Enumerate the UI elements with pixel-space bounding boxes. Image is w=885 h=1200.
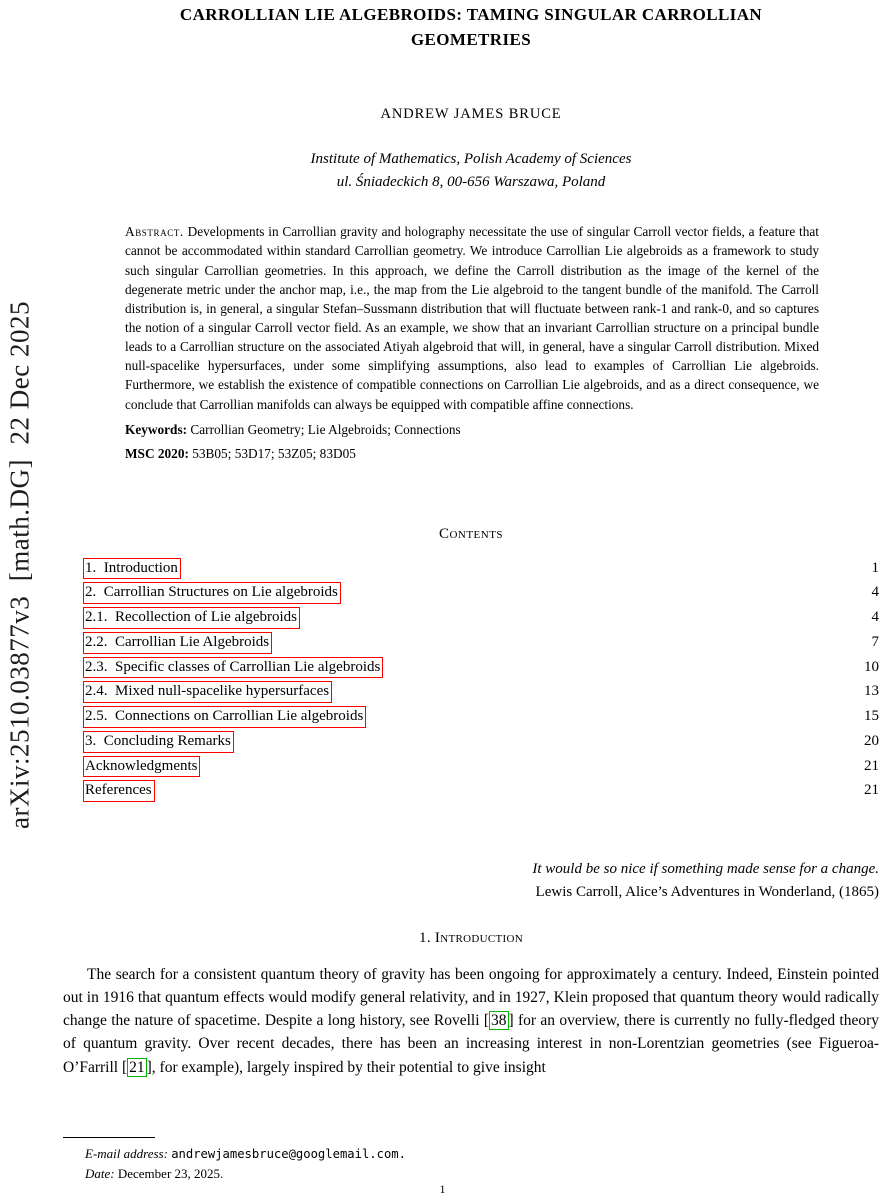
footnote-date-line bbox=[63, 1164, 406, 1184]
toc-row bbox=[83, 632, 879, 654]
arxiv-watermark: arXiv:2510.03877v3 [math.DG] 22 Dec 2025 bbox=[4, 301, 35, 829]
epigraph bbox=[63, 858, 879, 903]
toc-link-connections[interactable]: 2.5. Connections on Carrollian Lie algebroids bbox=[83, 706, 366, 728]
toc-row bbox=[83, 582, 879, 604]
keywords-label: Keywords: bbox=[125, 421, 188, 437]
toc-link-mixed-hypersurfaces[interactable]: 2.4. Mixed null-spacelike hypersurfaces bbox=[83, 681, 332, 703]
toc-link-references[interactable]: References bbox=[83, 780, 155, 802]
toc-link-carrollian-structures[interactable]: 2. Carrollian Structures on Lie algebroids bbox=[83, 582, 341, 604]
intro-text-part2: ] for an overview, there is currently no fully-fledged theory of quantum gravity. Over recent decades, there has been an increasing interest in non-Lorentzian geometries (see Figueroa-O’Farrill [ bbox=[63, 1012, 879, 1076]
citation-38[interactable]: 38 bbox=[491, 1012, 507, 1030]
toc-page-number: 4 bbox=[871, 609, 879, 626]
toc-link-recollection-lie-algebroids[interactable]: 2.1. Recollection of Lie algebroids bbox=[83, 607, 300, 629]
footnote bbox=[63, 1137, 406, 1184]
paper-title bbox=[63, 3, 879, 52]
toc-row bbox=[83, 756, 879, 778]
toc-row bbox=[83, 780, 879, 802]
affiliation-line1: Institute of Mathematics, Polish Academy of Sciences bbox=[310, 151, 632, 168]
toc-row bbox=[83, 558, 879, 580]
email-label: E-mail address: bbox=[85, 1145, 168, 1161]
toc-page-number: 15 bbox=[864, 708, 879, 725]
toc-link-concluding-remarks[interactable]: 3. Concluding Remarks bbox=[83, 731, 234, 753]
toc-row bbox=[83, 681, 879, 703]
keywords-value: Carrollian Geometry; Lie Algebroids; Connections bbox=[190, 421, 461, 437]
msc-line bbox=[125, 446, 819, 462]
intro-text-part1: The search for a consistent quantum theory of gravity has been ongoing for approximately a century. Indeed, Einstein pointed out in 1916 that quantum effects would modify general relativity, and in 1927, Klein proposed that quantum theory would radically change the nature of spacetime. Despite a long history, see Rovelli [ bbox=[63, 966, 879, 1030]
toc-page-number: 7 bbox=[871, 633, 879, 650]
toc-page-number: 1 bbox=[871, 559, 879, 576]
epigraph-attribution: Lewis Carroll, Alice’s Adventures in Wonderland, (1865) bbox=[535, 883, 879, 900]
toc-page-number: 4 bbox=[871, 584, 879, 601]
toc-link-carrollian-lie-algebroids[interactable]: 2.2. Carrollian Lie Algebroids bbox=[83, 632, 272, 654]
abstract-text: Developments in Carrollian gravity and holography necessitate the use of singular Carroll vector fields, a feature that cannot be accommodated within standard Carrollian geometry. We introduce Carrollian Lie algebroids as a framework to study such singular Carrollian geometries. In this approach, we define the Carroll distribution as the image of the kernel of the degenerate metric under the anchor map, i.e., the map from the Lie algebroid to the tangent bundle of the manifold. The Carroll distribution is, in general, a singular Stefan–Sussmann distribution that will fluctuate between rank-1 and rank-0, and so captures the notion of a singular Carroll vector field. As an example, we show that an invariant Carrollian structure on a principal bundle leads to a Carrollian structure on the associated Atiyah algebroid that will, in general, have a singular Carroll distribution. Mixed null-spacelike hypersurfaces, under some simplifying assumptions, also lead to examples of Carrollian Lie algebroids. Furthermore, we establish the existence of compatible connections on Carrollian Lie algebroids, and as a direct consequence, we conclude that Carrollian manifolds can always be equipped with compatible affine connections. bbox=[125, 224, 819, 412]
toc-page-number: 20 bbox=[864, 732, 879, 749]
toc-row bbox=[83, 607, 879, 629]
intro-paragraph bbox=[63, 963, 879, 1078]
footnote-email-line bbox=[63, 1144, 406, 1164]
toc-page-number: 13 bbox=[864, 683, 879, 700]
email-address: andrewjamesbruce@googlemail.com. bbox=[171, 1146, 406, 1161]
toc-row bbox=[83, 657, 879, 679]
abstract-paragraph bbox=[125, 222, 819, 413]
date-label: Date: bbox=[85, 1165, 115, 1181]
table-of-contents bbox=[83, 558, 879, 803]
author-name: ANDREW JAMES BRUCE bbox=[380, 106, 562, 123]
date-value: December 23, 2025. bbox=[117, 1165, 224, 1181]
epigraph-quote: It would be so nice if something made sense for a change. bbox=[532, 861, 879, 878]
paper-title-line1: CARROLLIAN LIE ALGEBROIDS: TAMING SINGULAR CARROLLIAN bbox=[179, 5, 763, 24]
intro-text-part3: ], for example), largely inspired by their potential to give insight bbox=[146, 1058, 546, 1076]
toc-link-introduction[interactable]: 1. Introduction bbox=[83, 558, 181, 580]
abstract-label: Abstract. bbox=[125, 224, 184, 240]
keywords-line bbox=[125, 422, 819, 438]
toc-row bbox=[83, 731, 879, 753]
footnote-rule bbox=[63, 1137, 155, 1138]
toc-link-specific-classes[interactable]: 2.3. Specific classes of Carrollian Lie algebroids bbox=[83, 657, 383, 679]
page-number: 1 bbox=[439, 1182, 446, 1196]
msc-label: MSC 2020: bbox=[125, 445, 189, 461]
abstract-block bbox=[125, 222, 819, 461]
contents-heading: Contents bbox=[438, 525, 504, 542]
toc-page-number: 10 bbox=[864, 658, 879, 675]
affiliation bbox=[63, 148, 879, 193]
paper-title-line2: GEOMETRIES bbox=[410, 29, 532, 49]
msc-value: 53B05; 53D17; 53Z05; 83D05 bbox=[192, 445, 356, 461]
toc-page-number: 21 bbox=[864, 782, 879, 799]
toc-page-number: 21 bbox=[864, 757, 879, 774]
toc-link-acknowledgments[interactable]: Acknowledgments bbox=[83, 756, 200, 778]
affiliation-line2: ul. Śniadeckich 8, 00-656 Warszawa, Poland bbox=[336, 173, 606, 190]
section-heading-introduction: 1. Introduction bbox=[419, 930, 523, 947]
citation-21[interactable]: 21 bbox=[129, 1058, 145, 1076]
toc-row bbox=[83, 706, 879, 728]
